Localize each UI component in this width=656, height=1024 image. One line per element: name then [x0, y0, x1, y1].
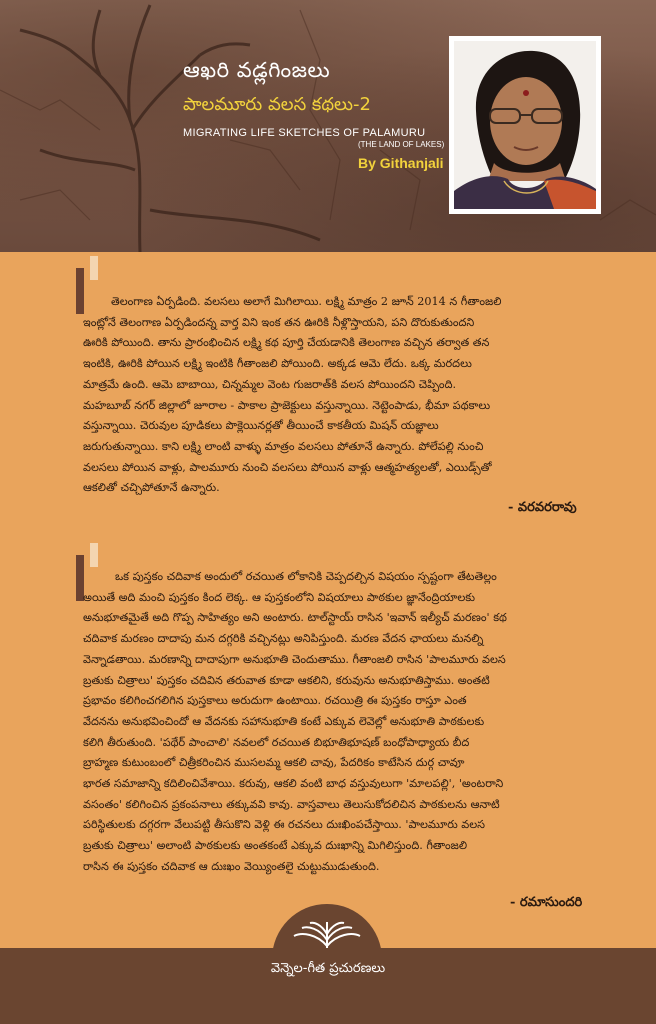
paragraph-line: వేదనను అనుభవించిందో ఆ వేదనకు సహానుభూతి కంటే ఎక్కువ లెవెల్లో అనుభూతి పాఠకులకు	[83, 714, 485, 728]
paragraph-line: కలిగి తీరుతుంది. 'పథేర్ పాంచాలి' నవలలో రచయిత బిభూతిభూషణ్ బంధోపాధ్యాయ బీద	[83, 735, 470, 749]
paragraph-line: తెలంగాణ ఏర్పడింది. వలసలు అలాగే మిగిలాయి. లక్ష్మి మాత్రం 2 జూన్ 2014 న గీతాంజలి	[111, 295, 502, 308]
paragraph-line: జరుగుతున్నాయి. కాని లక్ష్మి లాంటి వాళ్ళు మాత్రం వలసలు పోతూనే ఉన్నారు. పోలేపల్లి నుంచి	[83, 439, 484, 453]
paragraph-line: మాత్రమే ఉంది. ఆమె బాబాయి, చిన్నమ్మల వెంట గుజరాత్‌కి వలస పోయిందని చెప్పింది.	[83, 377, 457, 391]
paragraph-line: బ్రతుకు చిత్రాలు' పుస్తకం చదివిన తరువాత కూడా ఆకలిని, కరువును అనుభూతిస్తాము. అంతటి	[83, 673, 490, 687]
paragraph-line: చదివాక మరణం దాదాపు మన దగ్గరికి వచ్చినట్లు అనిపిస్తుంది. మరణ వేదన ఛాయలు మనల్ని	[83, 632, 484, 646]
paragraph-line: ఒక పుస్తకం చదివాక అందులో రచయిత లోకానికి చెప్పదల్చిన విషయం స్పష్టంగా తేటతెల్లం	[115, 570, 497, 583]
english-title: MIGRATING LIFE SKETCHES OF PALAMURU	[183, 127, 426, 139]
signature-varavara-rao: - వరవరరావు	[508, 500, 577, 515]
blurb-paragraph-2	[83, 567, 623, 878]
english-subtitle: (THE LAND OF LAKES)	[358, 140, 445, 149]
paragraph-line: వసంతం' కలిగించిన ప్రకంపనాలు తక్కువవి కావు. వాస్తవాలు తెలుసుకోదలిచిన పాఠకులను ఆనాటి	[83, 797, 500, 811]
publisher-footer	[0, 948, 656, 1024]
paragraph-line: పరిస్థితులకు దగ్గరగా వేలుపట్టి తీసుకొని వెళ్లి ఈ రచనలు దుఃఖింపచేస్తాయి. 'పాలమూరు వలస	[83, 818, 486, 832]
quote-mark-light	[90, 256, 98, 280]
paragraph-line: వస్తున్నాయి. చెరువుల పూడికలు పొక్లెయినర్లతో తీయించే కాకతీయ మిషన్ యజ్ఞాలు	[83, 419, 439, 433]
paragraph-line: భారత సమాజాన్ని కదిలించివేశాయి. కరువు, ఆకలి వంటి బాధ వస్తువులుగా 'మాలపల్లి', 'అంటరాని	[83, 777, 504, 791]
paragraph-line: ఊరికి పోయింది. తాను ప్రారంభించిన లక్ష్మి కథ పూర్తి చేయడానికి తెలంగాణ వచ్చిన తర్వాత తన	[83, 336, 490, 350]
paragraph-line: ఇంట్లోనే తెలంగాణ ఏర్పడిందన్న వార్త విని ఇంక తన ఊరికి నీళ్లొస్తాయని, పని దొరుకుతుందని	[83, 315, 475, 329]
paragraph-line: వెన్నాడతాయి. మరణాన్ని దాదాపుగా అనుభూతి చెందుతాము. గీతాంజలి రాసిన 'పాలమూరు వలస	[83, 652, 506, 666]
paragraph-line: అనుభూతమైతే అది గొప్ప సాహిత్యం అని అంటారు. టాల్‌స్టాయ్ రాసిన 'ఇవాన్ ఇల్యీచ్ మరణం' కథ	[83, 611, 507, 625]
paragraph-line: బ్రతుకు చిత్రాలు' అలాంటి పాఠకులకు అంతకంటే ఎక్కువ దుఃఖాన్ని మిగిలిస్తుంది. గీతాంజలి	[83, 839, 468, 853]
paragraph-line: రాసిన ఈ పుస్తకం చదివాక ఆ దుఃఖం వెయ్యింతలై చుట్టుముడుతుంది.	[83, 859, 380, 873]
paragraph-line: ప్రభావం కలిగించగలిగిన పుస్తకాలు అరుదుగా ఉంటాయి. రచయిత్రి ఈ పుస్తకం రాస్తూ ఎంత	[83, 694, 467, 708]
quote-mark-light	[90, 543, 98, 567]
cover-title-block	[183, 58, 444, 171]
paragraph-line: వలసలు పోయిన వాళ్లు, పాలమూరు నుంచి వలసలు పోయిన వాళ్లు ఆత్మహత్యలతో, ఎయిడ్స్‌తో	[83, 460, 492, 474]
paragraph-line: మహబూబ్ నగర్ జిల్లాలో జూరాల - పాకాల ప్రాజెక్టులు వస్తున్నాయి. నెట్టెంపాడు, భీమా పథకాలు	[83, 398, 491, 412]
author-photo	[449, 36, 601, 214]
author-byline: By Githanjali	[358, 155, 444, 171]
book-subtitle: పాలమూరు వలస కథలు-2	[183, 94, 371, 115]
paragraph-line: ఇంటికి, ఊరికి పోయిన లక్ష్మి ఇంటికి గీతాంజలి పోయింది. అక్కడ ఆమె లేదు. ఒక్క మరదలు	[83, 357, 472, 371]
cover-photo-band	[0, 0, 656, 252]
signature-ramasundari: - రమాసుందరి	[510, 895, 583, 910]
paragraph-line: ఆకలితో చచ్చిపోతూనే ఉన్నారు.	[83, 481, 220, 495]
paragraph-line: బ్రాహ్మణ కుటుంబంలో చిత్రీకరించిన ముసలమ్మ ఆకలి చావు, పేదరికం కాటేసిన దుర్గ చావూ	[83, 756, 465, 770]
publisher-name: వెన్నెల-గీత ప్రచురణలు	[270, 961, 386, 976]
blurb-paragraph-1	[83, 292, 623, 499]
paragraph-line: అయితే అది మంచి పుస్తకం కింద లెక్క. ఆ పుస్తకంలోని విషయాలు పాఠకుల జ్ఞానేంద్రియాలకు	[83, 590, 476, 604]
author-portrait-image	[454, 41, 596, 209]
book-title: ఆఖరి వడ్లగింజలు	[183, 58, 331, 82]
